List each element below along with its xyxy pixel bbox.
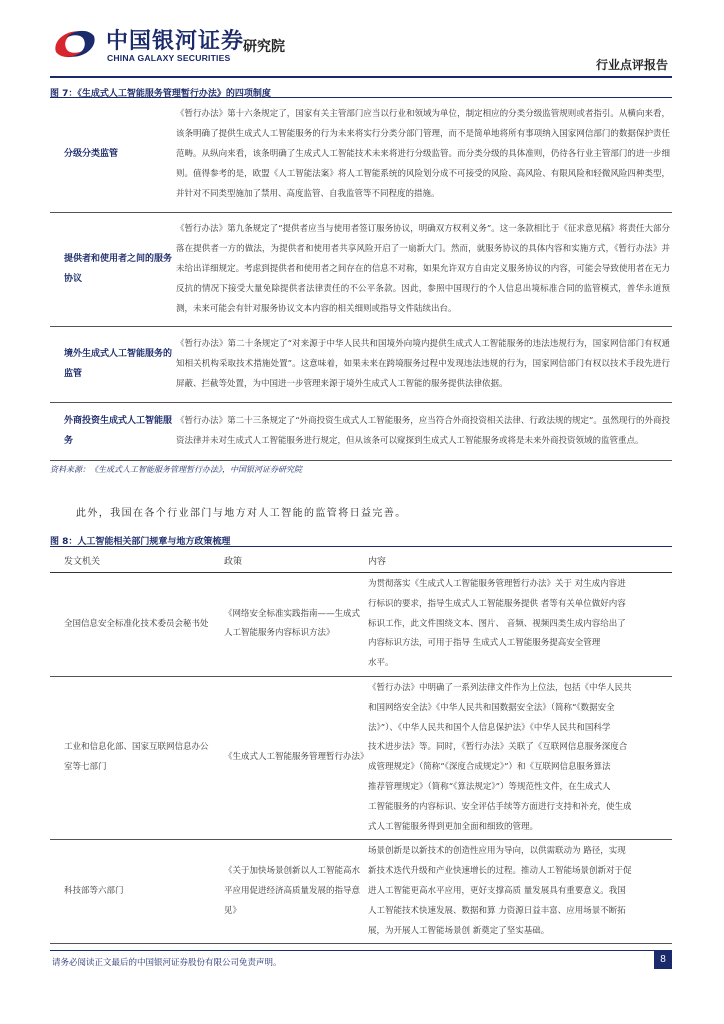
row-key: 分级分类监管 [50, 96, 176, 212]
table-row [50, 676, 672, 839]
content-line: 式人工智能服务得到更加全面和细致的管理。 [368, 821, 539, 832]
figure7-source: 资料来源：《生成式人工智能服务管理暂行办法》，中国银河证券研究院 [50, 465, 302, 474]
content-line: 工智能服务的内容标识、安全评估手续等方面进行支持和补充，使生成 [368, 801, 632, 812]
footer-disclaimer: 请务必阅读正文最后的中国银河证券股份有限公司免责声明。 [52, 958, 282, 968]
content-line: 展，为开展人工智能场景创 新奠定了坚实基础。 [368, 925, 550, 936]
figure8-table [50, 548, 672, 944]
content-cell [366, 676, 672, 839]
content-line: 标识工作，此文件围绕文本、图片、 音频、视频四类生成内容给出了 [368, 618, 626, 629]
body-paragraph: 此外，我国在各个行业部门与地方对人工智能的监管将日益完善。 [76, 508, 407, 519]
content-line: 水平。 [368, 658, 394, 669]
content-line: 成管理规定》（简称“《深度合成规定》”）和《互联网信息服务算法 [368, 762, 611, 773]
brand-name-cn: 中国银河证券 [106, 29, 245, 54]
row-value: 《暂行办法》第二十三条规定了“外商投资生成式人工智能服务，应当符合外商投资相关法律、行政法规的规定”。虽然现行的外商投资法律并未对生成式人工智能服务进行规定，但从该条可以窥探到生成式人工智能服务或将是未来外商投资领域的监管重点。 [176, 402, 672, 460]
table-row [50, 326, 672, 402]
policy-cell: 《关于加快场景创新以人工智能高水平应用促进经济高质量发展的指导意见》 [210, 840, 366, 944]
content-line: 进人工智能更高水平应用，更好支撑高质 量发展具有重要意义。我国 [368, 885, 626, 896]
table-row [50, 212, 672, 326]
row-key: 提供者和使用者之间的服务协议 [50, 212, 176, 326]
policy-cell: 《网络安全标准实践指南——生成式人工智能服务内容标识方法》 [210, 573, 366, 677]
page-number: 8 [654, 951, 672, 969]
row-value: 《暂行办法》第九条规定了“提供者应当与使用者签订服务协议，明确双方权利义务”。这一条款相比于《征求意见稿》将责任大部分落在提供者一方的做法，为提供者和使用者共享风险开启了一扇新大门。然而，就服务协议的具体内容和实施方式，《暂行办法》并未给出详细规定。考虑到提供者和使用者之间存在的信息不对称，如果允许双方自由定义服务协议的内容，可能会导致使用者在无力反抗的情况下接受大量免除提供者法律责任的不公平条款。因此，参照中国现行的个人信息出境标准合同的监管模式，普华永道预测，未来可能会有针对服务协议文本内容的相关细则或指导文件陆续出台。 [176, 212, 672, 326]
column-header-content: 内容 [366, 548, 672, 573]
header-divider [50, 76, 672, 78]
policy-cell: 《生成式人工智能服务管理暂行办法》 [210, 676, 366, 839]
institute-label: 研究院 [243, 39, 285, 55]
table-row [50, 573, 672, 677]
content-line: 和国网络安全法》《中华人民共和国数据安全法》（简称“《数据安全 [368, 702, 615, 713]
table-header-row [50, 548, 672, 573]
content-line: 技术进步法》等。同时，《暂行办法》关联了《互联网信息服务深度合 [368, 742, 628, 753]
figure7-table [50, 96, 672, 461]
column-header-agency: 发文机关 [50, 548, 210, 573]
table-row [50, 840, 672, 944]
row-value: 《暂行办法》第十六条规定了，国家有关主管部门应当以行业和领域为单位，制定相应的分类分级监管规则或者指引。从横向来看，该条明确了提供生成式人工智能服务的行为未来将实行分类分部门管理，而不是简单地将所有事项纳入国家网信部门的数据保护责任范畴。从纵向来看，该条明确了生成式人工智能技术未来将进行分级监管。而分类分级的具体准则，仍待各行业主管部门的进一步细则。值得参考的是，欧盟《人工智能法案》将人工智能系统的风险划分成不可接受的风险、高风险、有限风险和轻微风险四种类型，并针对不同类型施加了禁用、高度监管、自我监管等不同程度的措施。 [176, 96, 672, 212]
content-line: 为贯彻落实《生成式人工智能服务管理暂行办法》关于 对生成内容进 [368, 579, 626, 589]
galaxy-logo-icon [50, 24, 100, 64]
row-key: 外商投资生成式人工智能服务 [50, 402, 176, 460]
report-type: 行业点评报告 [595, 58, 668, 72]
content-line: 行标识的要求，指导生成式人工智能服务提供 者等有关单位做好内容 [368, 598, 626, 609]
footer-divider [50, 950, 672, 951]
content-line: 《暂行办法》中明确了一系列法律文件作为上位法，包括《中华人民共 [368, 682, 632, 693]
table-row [50, 402, 672, 460]
figure8-divider [50, 546, 672, 547]
content-line: 内容标识方法，可用于指导 生成式人工智能服务提高安全管理 [368, 638, 601, 649]
content-line: 场景创新是以新技术的创造性应用为导向，以供需联动为 路径，实现 [368, 846, 626, 857]
table-row [50, 96, 672, 212]
column-header-policy: 政策 [210, 548, 366, 573]
content-line: 人工智能技术快速发展、数据和算 力资源日益丰富、应用场景不断拓 [368, 905, 626, 916]
content-line: 新技术迭代升级和产业快速增长的过程。推动人工智能场景创新对于促 [368, 866, 632, 877]
figure7-title: 图 7：《生成式人工智能服务管理暂行办法》的四项制度 [50, 89, 271, 99]
row-key: 境外生成式人工智能服务的监管 [50, 326, 176, 402]
content-cell [366, 840, 672, 944]
agency-cell: 全国信息安全标准化技术委员会秘书处 [50, 573, 210, 677]
content-line: 法》”）、《中华人民共和国个人信息保护法》《中华人民共和国科学 [368, 722, 611, 733]
agency-cell: 科技部等六部门 [50, 840, 210, 944]
agency-cell: 工业和信息化部、国家互联网信息办公室等七部门 [50, 676, 210, 839]
page-header [0, 0, 724, 78]
brand-name-en: CHINA GALAXY SECURITIES [107, 53, 231, 63]
content-line: 推荐管理规定》（简称“《算法规定》”）等规范性文件，在生成式人 [368, 781, 611, 792]
content-cell [366, 573, 672, 677]
figure8-title: 图 8：人工智能相关部门规章与地方政策梳理 [50, 537, 231, 547]
row-value: 《暂行办法》第二十条规定了“对来源于中华人民共和国境外向境内提供生成式人工智能服务的违法违规行为，国家网信部门有权通知相关机构采取技术措施处置”。这意味着，如果未来在跨境服务过程中发现违法违规的行为，国家网信部门有权以技术手段先进行屏蔽、拦截等处置，为中国进一步管理来源于境外生成式人工智能的服务提供法律依据。 [176, 326, 672, 402]
